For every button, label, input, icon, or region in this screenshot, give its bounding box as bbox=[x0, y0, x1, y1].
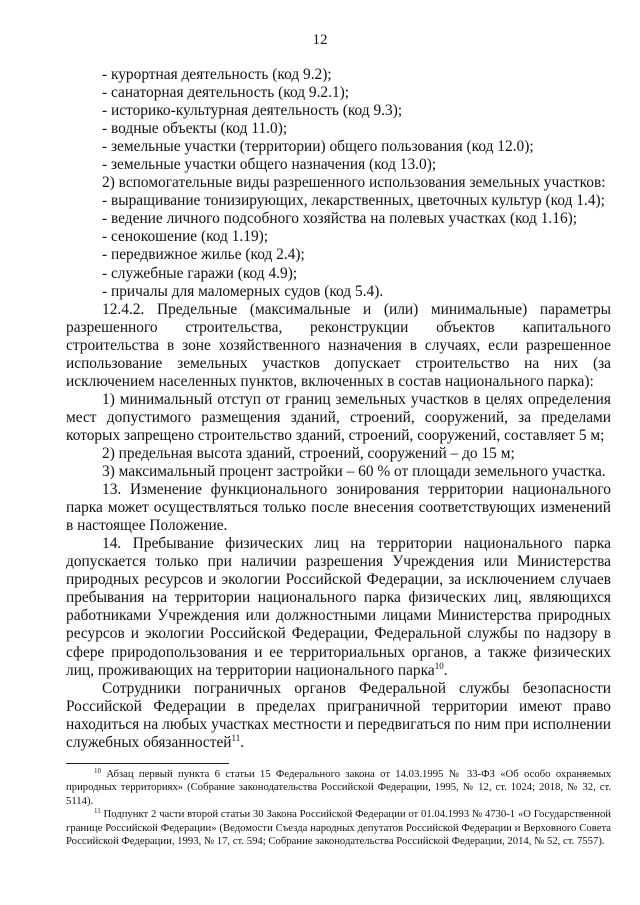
list-item: - сенокошение (код 1.19); bbox=[102, 228, 269, 246]
footnote-text: Подпункт 2 части второй статьи 30 Закона Российской Федерации от 01.04.1993 № 4730-1 «О Государственной границе Российской Федерации» (Ведомости Съезда народных депутатов Российской Федерации и Верховного Совета Российской Федерации, 1993, № 17, ст. 594; Собрание законодательства Российской Федерации, 2014, № 52, ст. 7557). bbox=[66, 808, 612, 848]
list-item: - историко-культурная деятельность (код 9.3); bbox=[102, 102, 403, 120]
paragraph-text: 14. Пребывание физических лиц на территории национального парка допускается только при наличии разрешения Учреждения или Министерства природных ресурсов и экологии Российской Федерации, за исключением случаев пребывания на территории национального парка физических лиц, являющихся работниками Учреждения или должностными лицами Министерства природных ресурсов и экологии Российской Федерации, Федеральной службы по надзору в сфере природопользования и ее территориальных органов, а также физических лиц, проживающих на территории национального парка bbox=[66, 535, 611, 679]
list-item: - курортная деятельность (код 9.2); bbox=[102, 66, 332, 83]
paragraph-end: . bbox=[240, 733, 245, 751]
list-heading: 2) вспомогательные виды разрешенного использования земельных участков: bbox=[102, 174, 606, 192]
paragraph-14 bbox=[66, 535, 611, 679]
list-item: - санаторная деятельность (код 9.2.1); bbox=[102, 84, 350, 102]
paragraph-item-2 bbox=[66, 445, 611, 463]
list-item: - земельные участки (территории) общего пользования (код 12.0); bbox=[102, 138, 534, 156]
paragraph-item-3 bbox=[66, 463, 611, 481]
list-item: - передвижное жилье (код 2.4); bbox=[102, 246, 305, 264]
list-item: - земельные участки общего назначения (код 13.0); bbox=[102, 156, 437, 174]
footnote-ref-10[interactable]: 10 bbox=[434, 660, 444, 671]
list-item: - причалы для маломерных судов (код 5.4). bbox=[102, 282, 384, 300]
footnotes bbox=[66, 768, 611, 848]
paragraph-text: 13. Изменение функционального зонирования территории национального парка может осуществляться только после внесения соответствующих изменений в настоящее Положение. bbox=[66, 481, 611, 535]
paragraph-end: . bbox=[443, 661, 448, 679]
paragraph-13 bbox=[66, 481, 611, 535]
footnote-ref-11[interactable]: 11 bbox=[231, 732, 241, 743]
paragraph-text: 2) предельная высота зданий, строений, сооружений – до 15 м; bbox=[102, 444, 515, 462]
footnote-mark: 11 bbox=[94, 807, 101, 816]
list-item: - ведение личного подсобного хозяйства на полевых участках (код 1.16); bbox=[102, 210, 578, 228]
list-item: - водные объекты (код 11.0); bbox=[102, 120, 288, 138]
paragraph-item-1 bbox=[66, 391, 611, 445]
list-item: - выращивание тонизирующих, лекарственных, цветочных культур (код 1.4); bbox=[102, 192, 605, 210]
document-body bbox=[66, 66, 611, 752]
list-item: - служебные гаражи (код 4.9); bbox=[102, 264, 298, 282]
footnote-text: Абзац первый пункта 6 статьи 15 Федерального закона от 14.03.1995 № 33-ФЗ «Об особо охраняемых природных территориях» (Собрание законодательства Российской Федерации, 1995, № 12, ст. 1024; 2018, № 32, ст. 5114). bbox=[66, 768, 611, 807]
paragraph-text: 12.4.2. Предельные (максимальные и (или) минимальные) параметры разрешенного строительства, реконструкции объектов капитального строительства в зоне хозяйственного назначения в случаях, если разрешенное использование земельных участков допускает строительство на них (за исключением населенных пунктов, включенных в состав национального парка): bbox=[66, 300, 611, 390]
footnote-10 bbox=[66, 768, 611, 808]
footnote-11 bbox=[66, 808, 611, 848]
paragraph-text: Сотрудники пограничных органов Федеральной службы безопасности Российской Федерации в пределах приграничной территории имеют право находиться на любых участках местности и передвигаться по ним при исполнении служебных обязанностей bbox=[66, 679, 611, 751]
paragraph-text: 3) максимальный процент застройки – 60 % от площади земельного участка. bbox=[102, 463, 606, 481]
page-number: 12 bbox=[312, 32, 328, 48]
paragraph-text: 1) минимальный отступ от границ земельных участков в целях определения мест допустимого размещения зданий, строений, сооружений, за пределами которых запрещено строительство зданий, строений, сооружений, составляет 5 м; bbox=[66, 390, 611, 444]
paragraph-border-staff bbox=[66, 680, 611, 752]
footnote-separator bbox=[66, 763, 229, 764]
footnote-mark: 10 bbox=[94, 767, 101, 775]
paragraph-12-4-2 bbox=[66, 301, 611, 391]
